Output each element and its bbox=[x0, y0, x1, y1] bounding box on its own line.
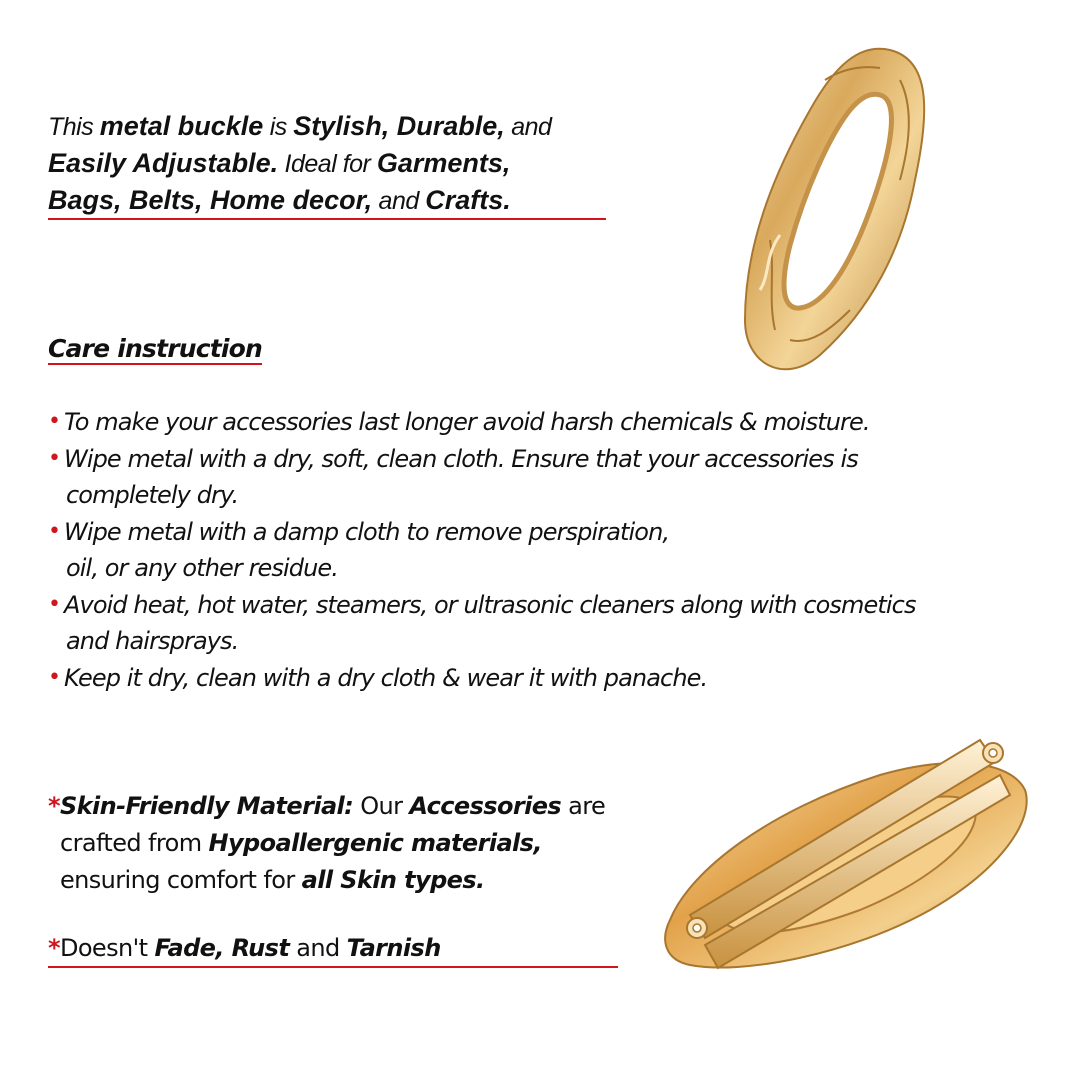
care-item bbox=[48, 660, 1048, 697]
buckle-loop-icon bbox=[730, 40, 940, 380]
intro-emphasis: Easily Adjustable. bbox=[48, 148, 279, 178]
fade-text: and bbox=[289, 934, 347, 962]
bullet-icon: • bbox=[48, 445, 61, 471]
care-item bbox=[48, 587, 1048, 660]
intro-line-1 bbox=[48, 108, 608, 145]
fade-emphasis: Tarnish bbox=[346, 934, 441, 962]
care-item bbox=[48, 404, 1048, 441]
skin-text: ensuring comfort for bbox=[60, 866, 302, 894]
buckle-slider-icon bbox=[650, 720, 1040, 980]
bullet-icon: • bbox=[48, 409, 61, 434]
intro-text: and bbox=[504, 113, 552, 141]
care-list bbox=[48, 404, 1048, 696]
care-item bbox=[48, 514, 1048, 587]
care-item bbox=[48, 441, 1048, 514]
skin-text: Our bbox=[353, 792, 410, 820]
care-item-text-continued: oil, or any other residue. bbox=[66, 554, 339, 582]
skin-text: crafted from bbox=[60, 829, 209, 857]
fade-note bbox=[48, 934, 441, 962]
care-item-text: To make your accessories last longer avoid harsh chemicals & moisture. bbox=[64, 408, 870, 436]
fade-text: Doesn't bbox=[59, 934, 155, 962]
skin-line-3 bbox=[48, 862, 648, 899]
skin-emphasis: Accessories bbox=[409, 792, 562, 820]
intro-text: Ideal for bbox=[278, 150, 377, 178]
intro-emphasis: Bags, Belts, Home decor, bbox=[48, 185, 373, 215]
intro-line-3 bbox=[48, 182, 608, 219]
intro-emphasis: metal buckle bbox=[99, 111, 264, 141]
skin-line-2 bbox=[48, 825, 648, 862]
skin-friendly-note bbox=[48, 788, 648, 899]
skin-line-1 bbox=[48, 788, 648, 825]
care-heading: Care instruction bbox=[48, 334, 263, 363]
intro-text: is bbox=[263, 113, 294, 141]
care-item-text: Wipe metal with a dry, soft, clean cloth. Ensure that your accessories is bbox=[64, 444, 858, 473]
skin-emphasis: Hypoallergenic materials, bbox=[208, 829, 542, 857]
intro-text: This bbox=[48, 113, 100, 141]
skin-emphasis: all Skin types. bbox=[301, 866, 485, 894]
intro-emphasis: Crafts. bbox=[425, 185, 511, 215]
intro-paragraph bbox=[48, 108, 608, 219]
intro-divider bbox=[48, 218, 606, 220]
bullet-icon: • bbox=[48, 591, 61, 617]
bullet-icon: • bbox=[48, 518, 61, 544]
skin-text: are bbox=[561, 792, 606, 820]
intro-line-2 bbox=[48, 145, 608, 182]
care-item-text-continued: and hairsprays. bbox=[66, 627, 239, 655]
skin-emphasis: Skin-Friendly Material: bbox=[59, 792, 354, 820]
bullet-icon: • bbox=[48, 664, 61, 690]
asterisk-icon: * bbox=[48, 934, 60, 962]
care-item-text: Avoid heat, hot water, steamers, or ultrasonic cleaners along with cosmetics bbox=[64, 590, 916, 619]
care-item-text: Wipe metal with a damp cloth to remove perspiration, bbox=[64, 517, 670, 546]
fade-divider bbox=[48, 966, 618, 968]
care-item-text-continued: completely dry. bbox=[66, 481, 239, 509]
intro-emphasis: Garments, bbox=[376, 148, 511, 178]
intro-text: and bbox=[372, 187, 426, 215]
intro-emphasis: Stylish, Durable, bbox=[293, 111, 505, 141]
fade-emphasis: Fade, Rust bbox=[154, 934, 290, 962]
care-item-text: Keep it dry, clean with a dry cloth & wear it with panache. bbox=[64, 663, 708, 692]
asterisk-icon: * bbox=[48, 792, 60, 820]
